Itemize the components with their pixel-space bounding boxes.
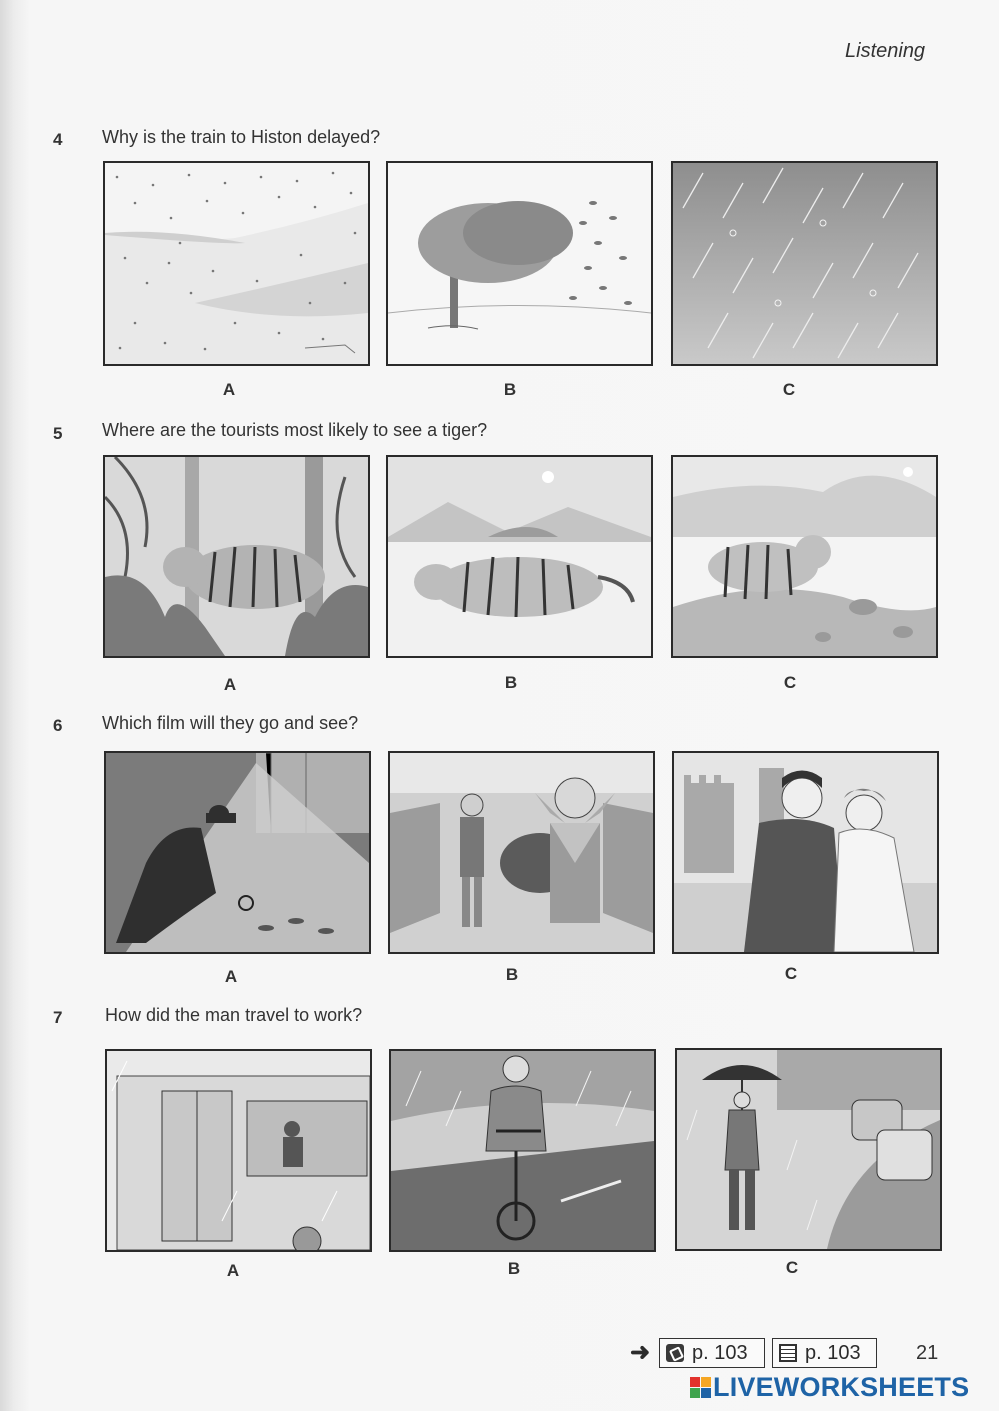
q6-romance-picture[interactable]	[672, 751, 939, 954]
q4-rain-picture[interactable]	[671, 161, 938, 366]
bicycle-travel-icon	[391, 1051, 654, 1250]
tiger-lake-icon	[673, 457, 936, 656]
liveworksheets-brand[interactable]	[690, 1372, 969, 1403]
q5-plains-picture[interactable]	[386, 455, 653, 658]
q7-option-a-label: A	[226, 1261, 240, 1280]
q5-option-a-label: A	[223, 675, 237, 694]
snow-scene-icon	[105, 163, 368, 364]
question-6-text: Which film will they go and see?	[102, 713, 359, 733]
bus-travel-icon	[107, 1051, 370, 1250]
q5-option-c-label: C	[783, 673, 797, 692]
tiger-plains-icon	[388, 457, 651, 656]
q6-scifi-picture[interactable]	[388, 751, 655, 954]
walking-with-umbrella-icon	[677, 1050, 940, 1249]
q7-option-b-label: B	[507, 1259, 521, 1278]
question-4-text: Why is the train to Histon delayed?	[102, 127, 381, 147]
exam-tip-icon	[666, 1344, 684, 1362]
heavy-rain-icon	[673, 163, 936, 364]
exam-tip-reference[interactable]	[659, 1338, 765, 1368]
q6-option-b-label: B	[505, 965, 519, 984]
liveworksheets-logo-icon	[690, 1377, 711, 1398]
q4-option-a-label: A	[222, 380, 236, 399]
q4-wind-picture[interactable]	[386, 161, 653, 366]
arrow-right-icon: ➜	[630, 1339, 651, 1366]
q4-option-b-label: B	[503, 380, 517, 399]
grammar-reference-page: p. 103	[805, 1341, 861, 1364]
question-4-number: 4	[53, 130, 63, 149]
q6-option-a-label: A	[224, 967, 238, 986]
exam-tip-page: p. 103	[692, 1341, 748, 1364]
q6-detective-picture[interactable]	[104, 751, 371, 954]
question-6-number: 6	[53, 716, 63, 735]
q4-snow-picture[interactable]	[103, 161, 370, 366]
section-title: Listening	[845, 40, 926, 62]
question-7-number: 7	[53, 1008, 63, 1027]
q6-option-c-label: C	[784, 964, 798, 983]
q5-lake-picture[interactable]	[671, 455, 938, 658]
science-fiction-film-icon	[390, 753, 653, 952]
page-number: 21	[916, 1342, 939, 1364]
q5-option-b-label: B	[504, 673, 518, 692]
q4-option-c-label: C	[782, 380, 796, 399]
question-5-number: 5	[53, 424, 63, 443]
q5-jungle-picture[interactable]	[103, 455, 370, 658]
detective-film-icon	[106, 753, 369, 952]
q7-bicycle-picture[interactable]	[389, 1049, 656, 1252]
question-7-text: How did the man travel to work?	[105, 1005, 363, 1025]
question-5-text: Where are the tourists most likely to see a tiger?	[102, 420, 488, 440]
windy-tree-icon	[388, 163, 651, 364]
q7-bus-picture[interactable]	[105, 1049, 372, 1252]
brand-name: LIVEWORKSHEETS	[713, 1372, 970, 1402]
grammar-reference[interactable]	[772, 1338, 877, 1368]
period-romance-film-icon	[674, 753, 937, 952]
q7-walking-picture[interactable]	[675, 1048, 942, 1251]
grammar-reference-icon	[779, 1344, 797, 1362]
tiger-jungle-icon	[105, 457, 368, 656]
q7-option-c-label: C	[785, 1258, 799, 1277]
